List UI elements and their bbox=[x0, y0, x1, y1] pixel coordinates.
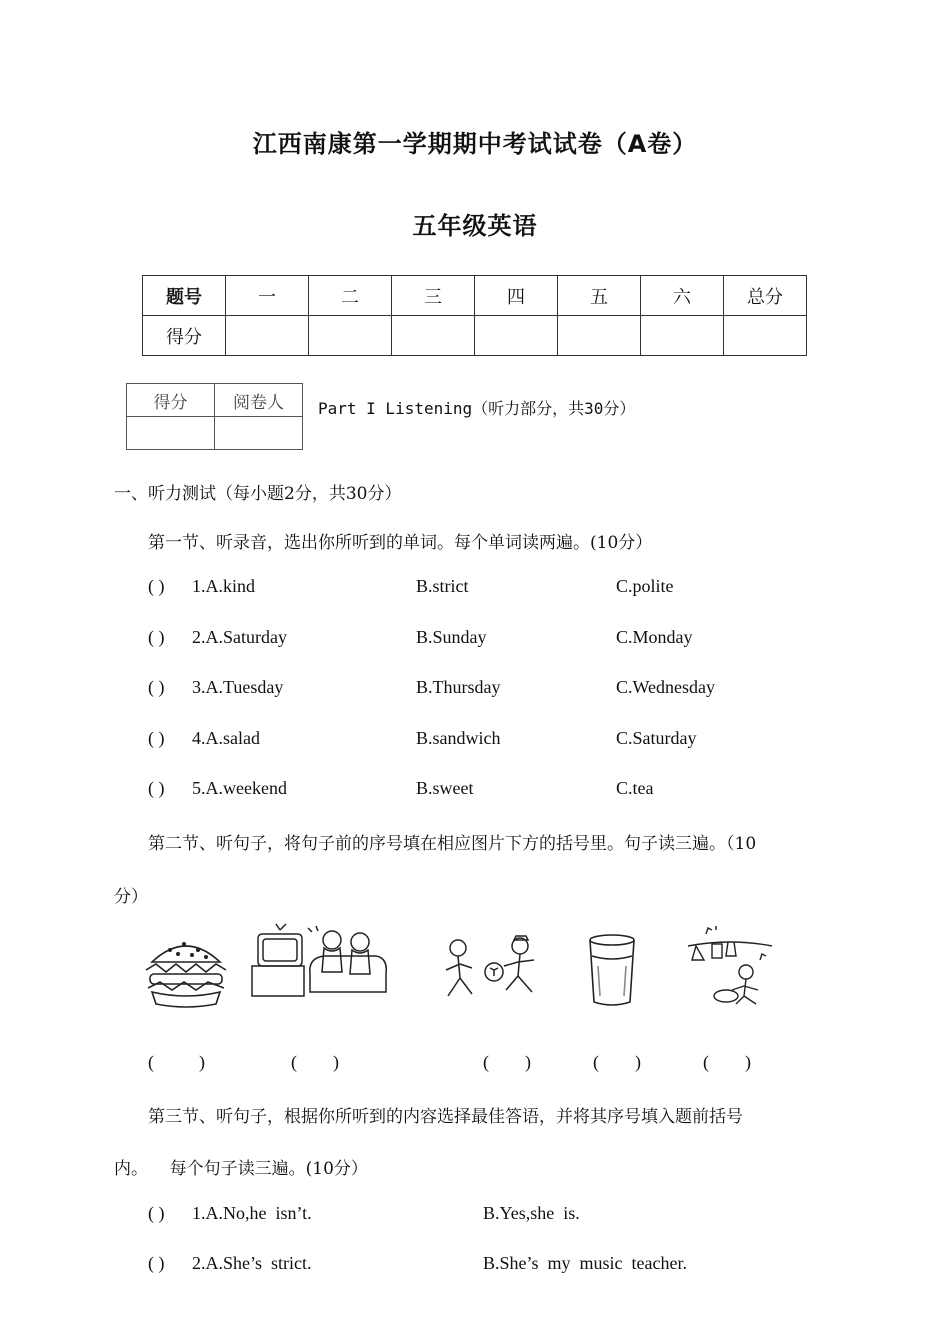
exam-title: 江西南康第一学期期中考试试卷（A卷） bbox=[252, 130, 698, 158]
option-c: C.Monday bbox=[616, 627, 693, 647]
option-b: B.She’s my music teacher. bbox=[483, 1253, 687, 1273]
grader-table bbox=[126, 383, 303, 450]
score-table-header-cell: 总分 bbox=[724, 276, 807, 316]
score-table bbox=[142, 275, 807, 356]
score-table-score-row bbox=[143, 316, 807, 356]
score-cell[interactable] bbox=[226, 316, 309, 356]
answer-paren[interactable]: ( ) bbox=[148, 778, 165, 798]
option-b: B.Yes,she is. bbox=[483, 1203, 580, 1223]
part1-title: Part I Listening（听力部分，共30分） bbox=[318, 399, 636, 418]
grader-score-cell[interactable] bbox=[127, 417, 215, 450]
exam-subtitle: 五年级英语 bbox=[412, 212, 538, 240]
answer-paren[interactable]: ( ) bbox=[148, 677, 165, 697]
answer-paren[interactable]: ( ) bbox=[148, 627, 165, 647]
score-table-header-cell: 二 bbox=[309, 276, 392, 316]
score-table-header-cell: 六 bbox=[641, 276, 724, 316]
option-b: B.sweet bbox=[416, 778, 474, 798]
grader-score-label: 得分 bbox=[127, 384, 215, 417]
grader-name-label: 阅卷人 bbox=[215, 384, 303, 417]
option-b: B.Thursday bbox=[416, 677, 501, 697]
score-table-header-cell: 四 bbox=[475, 276, 558, 316]
score-cell[interactable] bbox=[724, 316, 807, 356]
score-table-header-cell: 五 bbox=[558, 276, 641, 316]
picture-answer-blank[interactable]: ( ) bbox=[291, 1052, 339, 1072]
answer-paren[interactable]: ( ) bbox=[148, 1253, 165, 1273]
score-table-header-row bbox=[143, 276, 807, 316]
grader-name-cell[interactable] bbox=[215, 417, 303, 450]
score-cell[interactable] bbox=[475, 316, 558, 356]
score-cell[interactable] bbox=[309, 316, 392, 356]
picture-answer-blank[interactable]: ( ) bbox=[483, 1052, 531, 1072]
option-b: B.Sunday bbox=[416, 627, 487, 647]
score-table-header-cell: 题号 bbox=[143, 276, 226, 316]
option-a: 4.A.salad bbox=[192, 728, 260, 748]
option-b: B.strict bbox=[416, 576, 469, 596]
option-c: C.tea bbox=[616, 778, 654, 798]
section1-heading: 一、听力测试（每小题2分，共30分） bbox=[114, 484, 402, 504]
playing-football-icon bbox=[436, 930, 546, 1010]
answer-paren[interactable]: ( ) bbox=[148, 1203, 165, 1223]
answer-paren[interactable]: ( ) bbox=[148, 576, 165, 596]
hamburger-icon bbox=[140, 930, 232, 1010]
option-c: C.polite bbox=[616, 576, 674, 596]
option-c: C.Saturday bbox=[616, 728, 697, 748]
answer-paren[interactable]: ( ) bbox=[148, 728, 165, 748]
watching-tv-icon bbox=[248, 922, 388, 1004]
score-cell[interactable] bbox=[558, 316, 641, 356]
glass-of-water-icon bbox=[584, 932, 640, 1010]
washing-clothes-icon bbox=[686, 926, 774, 1008]
option-a: 2.A.Saturday bbox=[192, 627, 287, 647]
option-a: 3.A.Tuesday bbox=[192, 677, 284, 697]
picture-answer-blank[interactable]: ( ) bbox=[593, 1052, 641, 1072]
option-a: 1.A.No,he isn’t. bbox=[192, 1203, 312, 1223]
option-a: 5.A.weekend bbox=[192, 778, 287, 798]
score-table-header-cell: 三 bbox=[392, 276, 475, 316]
sub2-instruction: 第二节、听句子，将句子前的序号填在相应图片下方的括号里。句子读三遍。（10 bbox=[148, 834, 757, 854]
option-b: B.sandwich bbox=[416, 728, 501, 748]
score-table-header-cell: 一 bbox=[226, 276, 309, 316]
sub1-instruction: 第一节、听录音，选出你所听到的单词。每个单词读两遍。(10分） bbox=[148, 533, 653, 553]
sub2-instruction-cont: 分） bbox=[114, 887, 148, 907]
score-cell[interactable] bbox=[641, 316, 724, 356]
option-a: 1.A.kind bbox=[192, 576, 255, 596]
option-c: C.Wednesday bbox=[616, 677, 716, 697]
score-cell[interactable] bbox=[392, 316, 475, 356]
picture-answer-blank[interactable]: ( ) bbox=[703, 1052, 751, 1072]
sub3-instruction: 第三节、听句子，根据你所听到的内容选择最佳答语，并将其序号填入题前括号 bbox=[148, 1107, 743, 1127]
option-a: 2.A.She’s strict. bbox=[192, 1253, 312, 1273]
picture-answer-blank[interactable]: ( ) bbox=[148, 1052, 205, 1072]
score-row-label: 得分 bbox=[143, 316, 226, 356]
sub3-instruction-cont: 内。 每个句子读三遍。(10分） bbox=[114, 1159, 368, 1179]
